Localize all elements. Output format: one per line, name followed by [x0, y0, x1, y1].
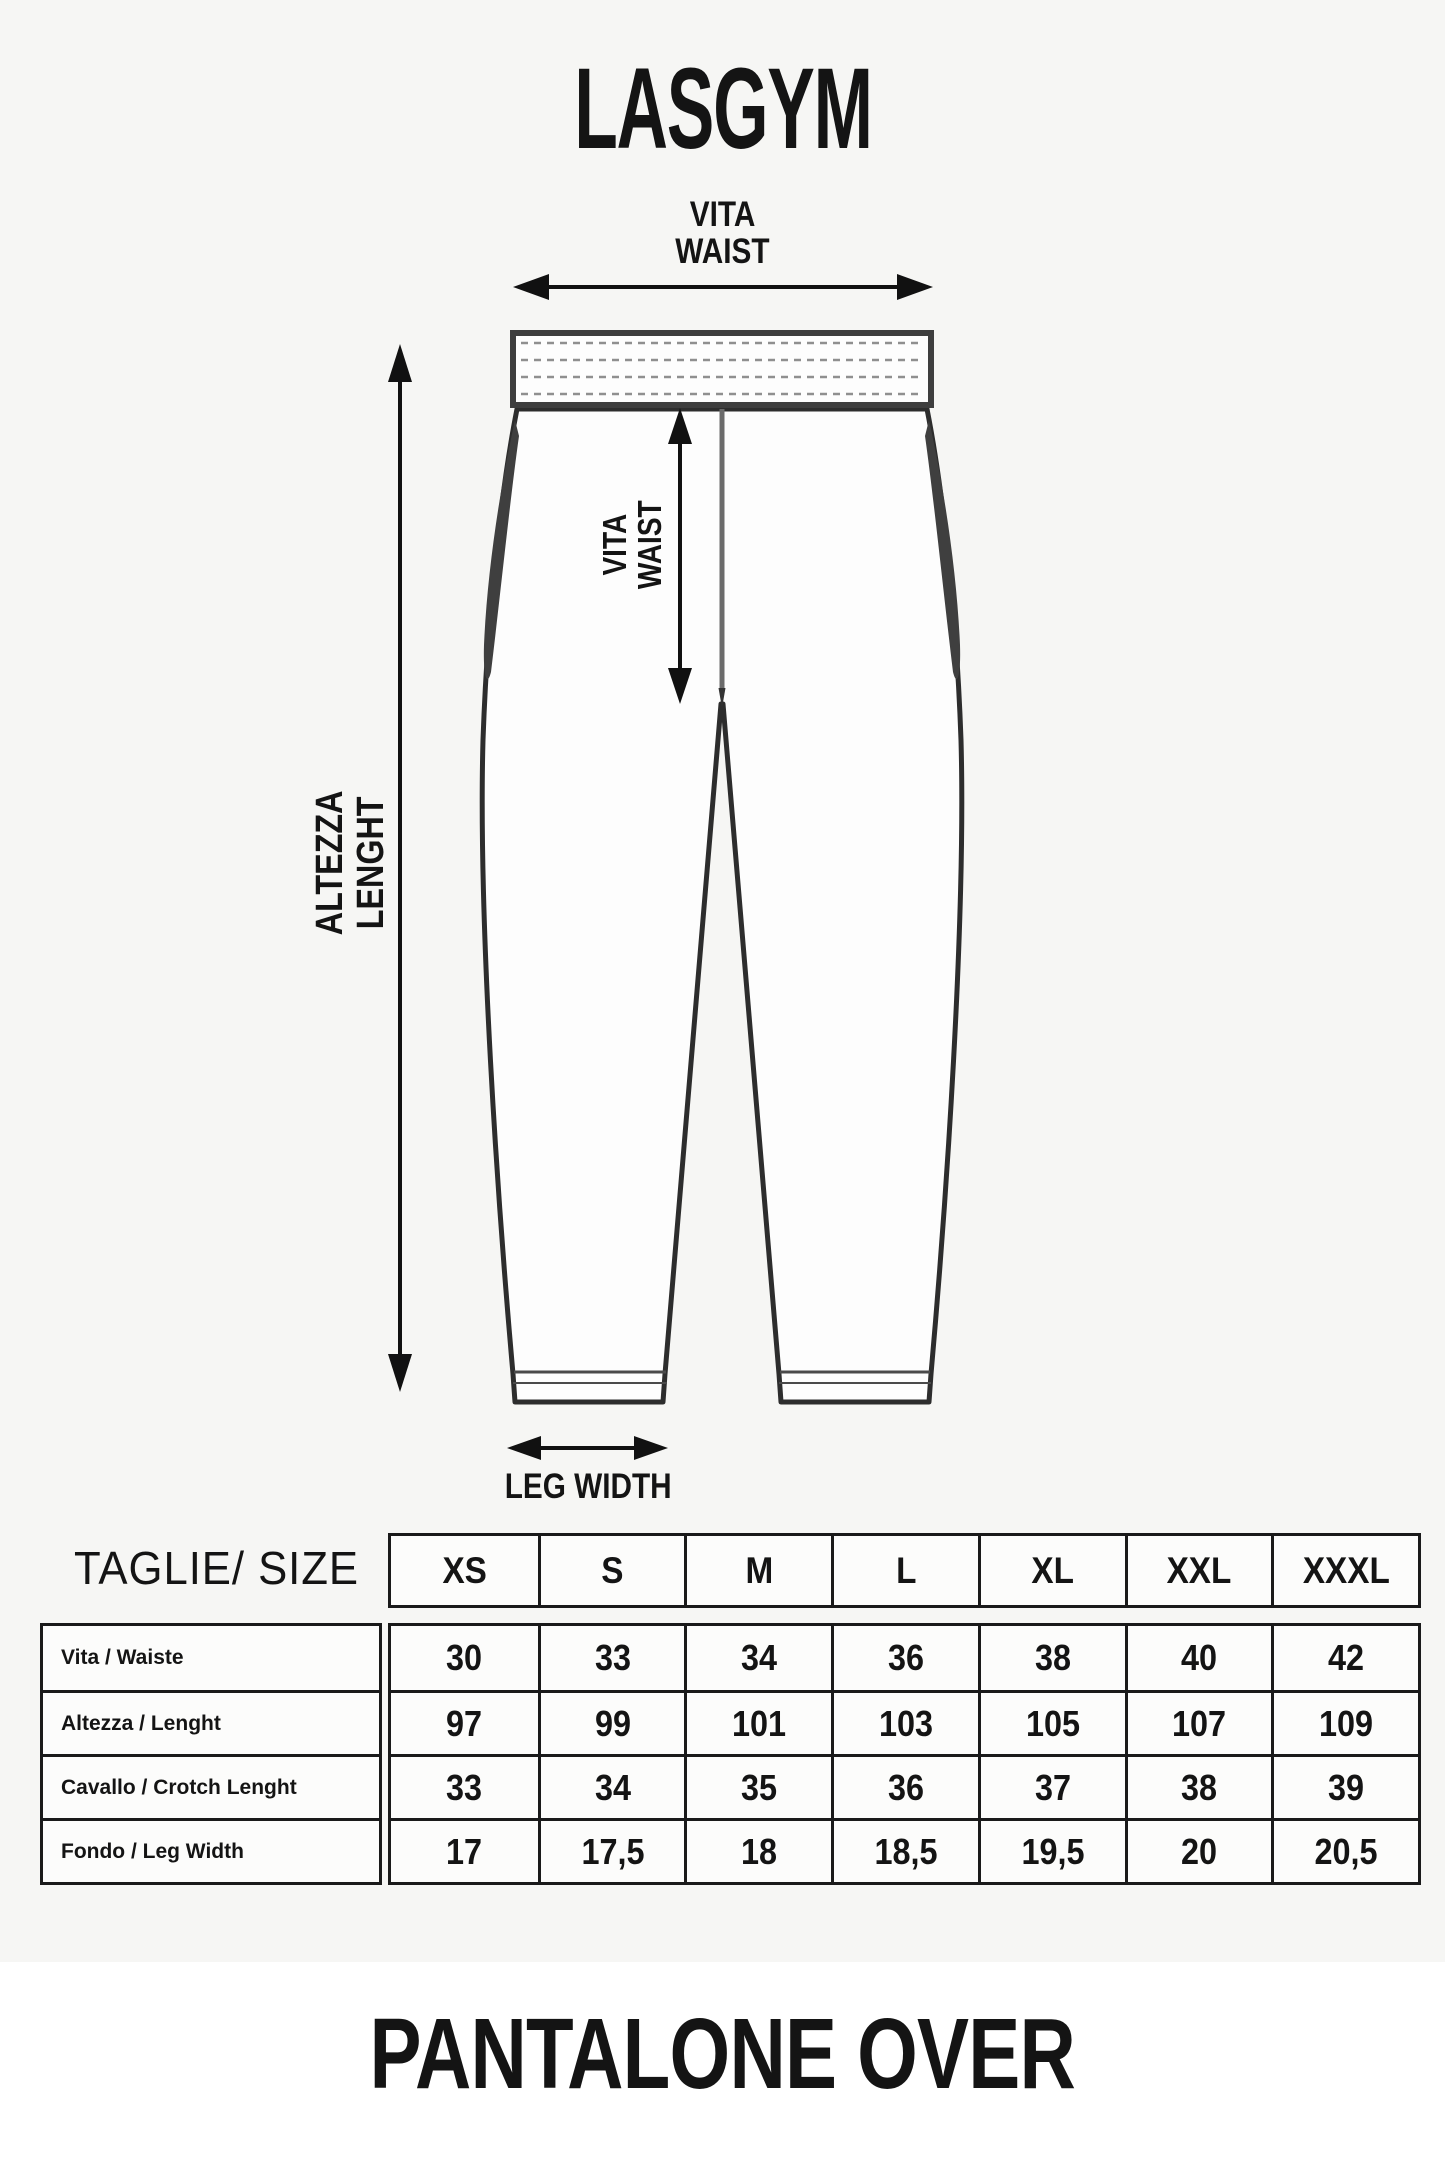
size-col-header-xxxl: XXXL: [1271, 1536, 1418, 1605]
value-waist-xxl: 40: [1125, 1626, 1272, 1690]
value-crotch-l: 36: [831, 1754, 978, 1818]
value-legwidth-xxxl: 20,5: [1271, 1818, 1418, 1882]
waistband: [513, 333, 931, 405]
value-legwidth-xxl: 20: [1125, 1818, 1272, 1882]
value-waist-xl: 38: [978, 1626, 1125, 1690]
leg-width-measure-label: LEG WIDTH: [504, 1467, 672, 1506]
value-crotch-xs: 33: [391, 1754, 538, 1818]
size-col-header-s: S: [538, 1536, 685, 1605]
size-table-header-row: [388, 1533, 1421, 1608]
value-length-l: 103: [831, 1690, 978, 1754]
value-legwidth-m: 18: [684, 1818, 831, 1882]
size-table-corner-label: TAGLIE/ SIZE: [74, 1542, 359, 1594]
waist-measure-label-inner: VITA WAIST: [596, 500, 668, 590]
value-crotch-xl: 37: [978, 1754, 1125, 1818]
value-length-xxxl: 109: [1271, 1690, 1418, 1754]
value-waist-l: 36: [831, 1626, 978, 1690]
brand-title: LASGYM: [573, 45, 872, 173]
length-measure-label: ALTEZZA LENGHT: [309, 790, 392, 936]
product-title: PANTALONE OVER: [369, 1998, 1076, 2110]
value-legwidth-xl: 19,5: [978, 1818, 1125, 1882]
value-waist-m: 34: [684, 1626, 831, 1690]
row-label-crotch: Cavallo / Crotch Lenght: [43, 1754, 379, 1818]
value-crotch-xxxl: 39: [1271, 1754, 1418, 1818]
value-legwidth-s: 17,5: [538, 1818, 685, 1882]
value-length-s: 99: [538, 1690, 685, 1754]
value-legwidth-l: 18,5: [831, 1818, 978, 1882]
waist-width-arrow: [513, 274, 933, 300]
value-waist-xxxl: 42: [1271, 1626, 1418, 1690]
leg-width-arrow: [507, 1436, 668, 1460]
value-length-xl: 105: [978, 1690, 1125, 1754]
value-waist-s: 33: [538, 1626, 685, 1690]
size-col-header-m: M: [684, 1536, 831, 1605]
size-col-header-xl: XL: [978, 1536, 1125, 1605]
waist-measure-label-top: VITA WAIST: [675, 195, 770, 271]
value-waist-xs: 30: [446, 1637, 483, 1678]
value-length-m: 101: [684, 1690, 831, 1754]
value-crotch-s: 34: [538, 1754, 685, 1818]
value-length-xxl: 107: [1125, 1690, 1272, 1754]
value-legwidth-xs: 17: [391, 1818, 538, 1882]
row-label-length: Altezza / Lenght: [43, 1690, 379, 1754]
value-crotch-m: 35: [684, 1754, 831, 1818]
size-col-header-xs: XS: [442, 1549, 487, 1591]
row-label-waist: Vita / Waiste: [61, 1646, 184, 1669]
value-crotch-xxl: 38: [1125, 1754, 1272, 1818]
size-col-header-xxl: XXL: [1125, 1536, 1272, 1605]
value-length-xs: 97: [391, 1690, 538, 1754]
row-label-leg-width: Fondo / Leg Width: [43, 1818, 379, 1882]
size-table-row-labels: [40, 1623, 382, 1885]
size-col-header-l: L: [831, 1536, 978, 1605]
size-table-values: [388, 1623, 1421, 1885]
